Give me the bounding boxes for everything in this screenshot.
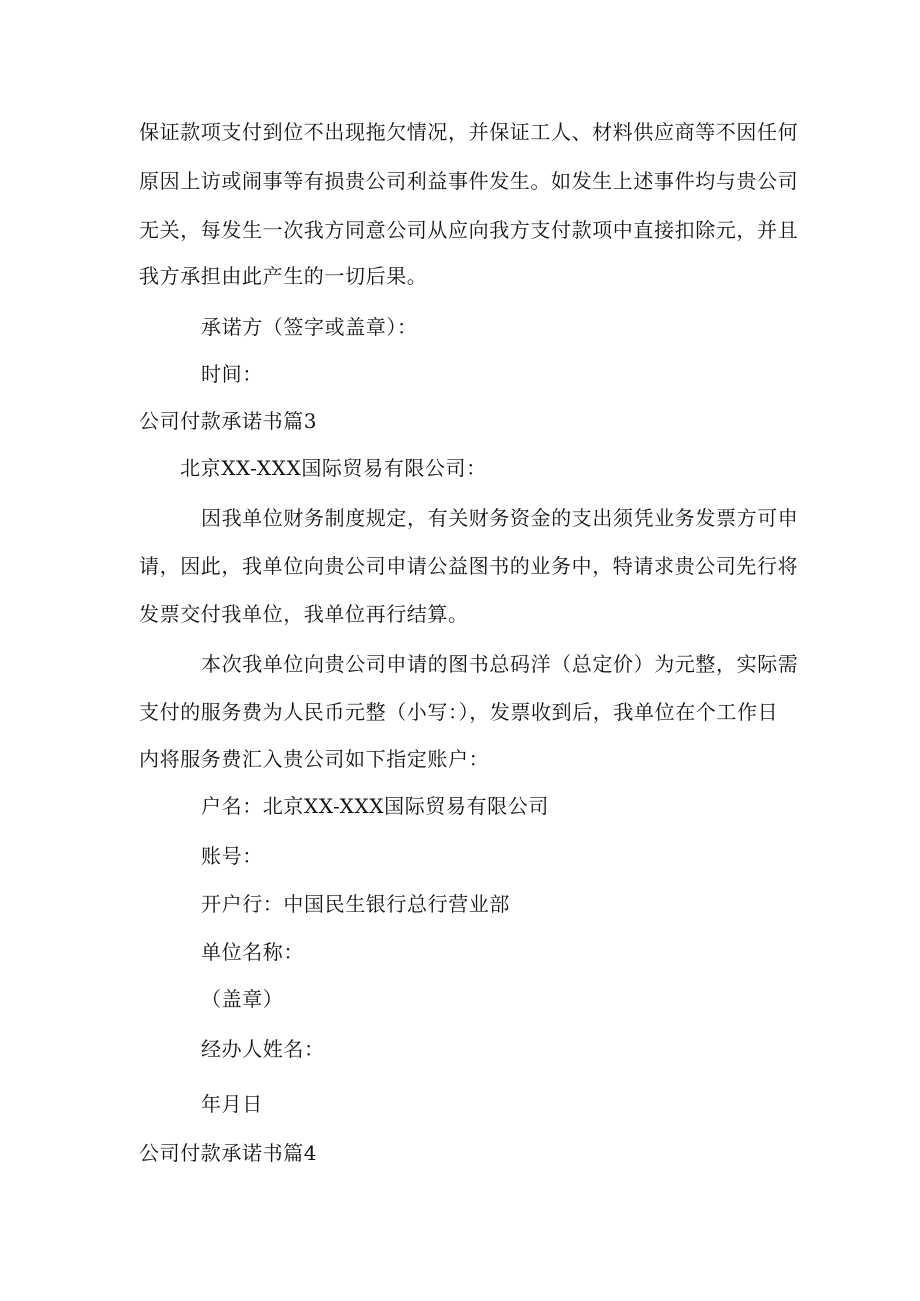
paragraph-2-line-2: 请，因此，我单位向贵公司申请公益图书的业务中，特请求贵公司先行将 [139,554,799,578]
bank-line: 开户行：中国民生银行总行营业部 [201,892,510,916]
salutation: 北京XX-XXX国际贸易有限公司： [180,456,487,480]
handler-name-line: 经办人姓名： [201,1037,325,1061]
paragraph-3-line-2: 支付的服务费为人民币元整（小写：），发票收到后，我单位在个工作日 [139,700,779,724]
paragraph-1-line-1: 保证款项支付到位不出现拖欠情况，并保证工人、材料供应商等不因任何 [139,120,799,144]
paragraph-3-line-1: 本次我单位向贵公司申请的图书总码洋（总定价）为元整，实际需 [201,652,799,676]
paragraph-2-line-1: 因我单位财务制度规定，有关财务资金的支出须凭业务发票方可申 [201,506,799,530]
time-line: 时间： [201,362,263,386]
paragraph-2-line-3: 发票交付我单位，我单位再行结算。 [139,602,469,626]
account-name-line: 户名：北京XX-XXX国际贸易有限公司 [201,794,549,818]
paragraph-1-line-2: 原因上访或闹事等有损贵公司利益事件发生。如发生上述事件均与贵公司 [139,169,799,193]
account-number-line: 账号： [201,844,263,868]
paragraph-3-line-3: 内将服务费汇入贵公司如下指定账户： [139,747,490,771]
section-heading-3: 公司付款承诺书篇3 [139,409,318,433]
date-line: 年月日 [201,1092,263,1116]
unit-name-line: 单位名称： [201,940,304,964]
seal-line: （盖章） [201,987,284,1011]
section-heading-4: 公司付款承诺书篇4 [139,1141,318,1165]
paragraph-1-line-4: 我方承担由此产生的一切后果。 [139,264,428,288]
paragraph-1-line-3: 无关，每发生一次我方同意公司从应向我方支付款项中直接扣除元，并且 [139,218,799,242]
signature-line: 承诺方（签字或盖章）： [201,315,418,339]
